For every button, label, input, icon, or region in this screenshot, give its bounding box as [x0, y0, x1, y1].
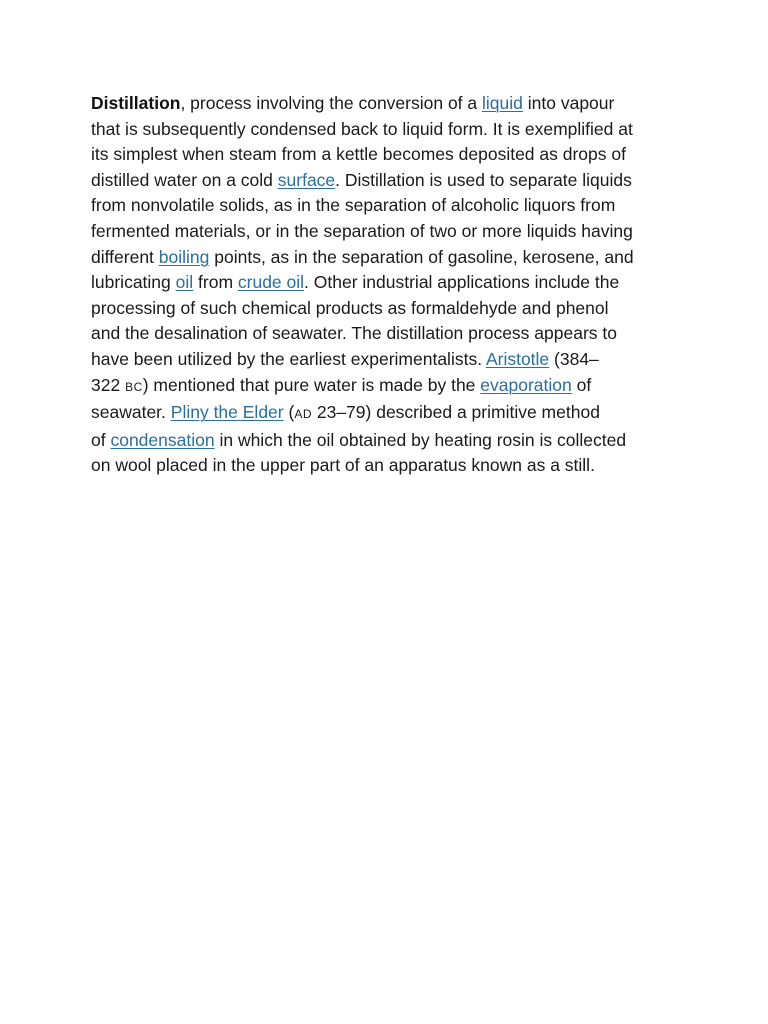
- article-term: Distillation: [91, 93, 181, 113]
- text-run: on wool placed in the upper part of an apparatus known as a still.: [91, 455, 595, 476]
- text-line-13: [91, 400, 681, 428]
- text-run: that is subsequently condensed back to liquid form. It is exemplified at: [91, 118, 633, 139]
- era-label-ad: AD: [294, 407, 312, 422]
- text-line-4: [91, 168, 681, 194]
- article-body: [91, 91, 681, 479]
- text-line-11: [91, 347, 681, 373]
- text-run: in which the oil obtained by heating rosin is collected: [214, 429, 627, 450]
- era-label-bc: BC: [125, 379, 143, 394]
- text-run: distilled water on a cold: [91, 169, 278, 190]
- text-line-12: [91, 373, 681, 401]
- text-run: into vapour: [522, 93, 615, 113]
- text-line-2: [91, 117, 681, 143]
- text-line-7: [91, 245, 681, 271]
- text-line-1: [91, 91, 681, 117]
- text-run: , process involving the conversion of a: [180, 93, 483, 113]
- text-line-8: [91, 270, 681, 296]
- text-run: its simplest when steam from a kettle becomes deposited as drops of: [91, 144, 626, 165]
- text-run: and the desalination of seawater. The distillation process appears to: [91, 323, 617, 344]
- link-pliny-the-elder[interactable]: Pliny the Elder: [170, 402, 284, 423]
- link-condensation[interactable]: condensation: [110, 429, 215, 450]
- text-run: from: [193, 272, 238, 293]
- link-aristotle[interactable]: Aristotle: [485, 348, 550, 369]
- text-run: . Distillation is used to separate liquids: [335, 169, 632, 190]
- article-paragraph: [91, 91, 681, 479]
- link-surface[interactable]: surface: [277, 169, 336, 190]
- text-line-9: [91, 296, 681, 322]
- text-run: of: [571, 374, 592, 395]
- link-crude-oil[interactable]: crude oil: [237, 272, 305, 293]
- text-run: seawater.: [91, 402, 171, 423]
- text-run: (384–: [549, 348, 599, 369]
- text-run: of: [91, 429, 111, 450]
- text-run: fermented materials, or in the separation of two or more liquids having: [91, 220, 633, 241]
- text-run: processing of such chemical products as formaldehyde and phenol: [91, 297, 609, 318]
- text-run: 322: [91, 374, 126, 395]
- text-run: points, as in the separation of gasoline, kerosene, and: [209, 246, 634, 267]
- link-evaporation[interactable]: evaporation: [480, 374, 572, 395]
- text-run: have been utilized by the earliest experimentalists.: [91, 348, 486, 369]
- text-run: different: [91, 246, 159, 267]
- text-line-6: [91, 219, 681, 245]
- text-run: 23–79) described a primitive method: [312, 402, 600, 423]
- text-line-10: [91, 321, 681, 347]
- text-run: ) mentioned that pure water is made by the: [142, 374, 481, 395]
- text-line-5: [91, 193, 681, 219]
- text-line-3: [91, 142, 681, 168]
- text-run: from nonvolatile solids, as in the separation of alcoholic liquors from: [91, 195, 616, 216]
- link-liquid[interactable]: liquid: [482, 93, 523, 113]
- link-boiling[interactable]: boiling: [158, 246, 210, 267]
- text-run: lubricating: [91, 272, 176, 293]
- link-oil[interactable]: oil: [175, 272, 194, 293]
- text-run: . Other industrial applications include the: [304, 272, 620, 293]
- text-line-14: [91, 428, 681, 454]
- text-run: (: [283, 402, 295, 423]
- text-line-15: [91, 453, 681, 479]
